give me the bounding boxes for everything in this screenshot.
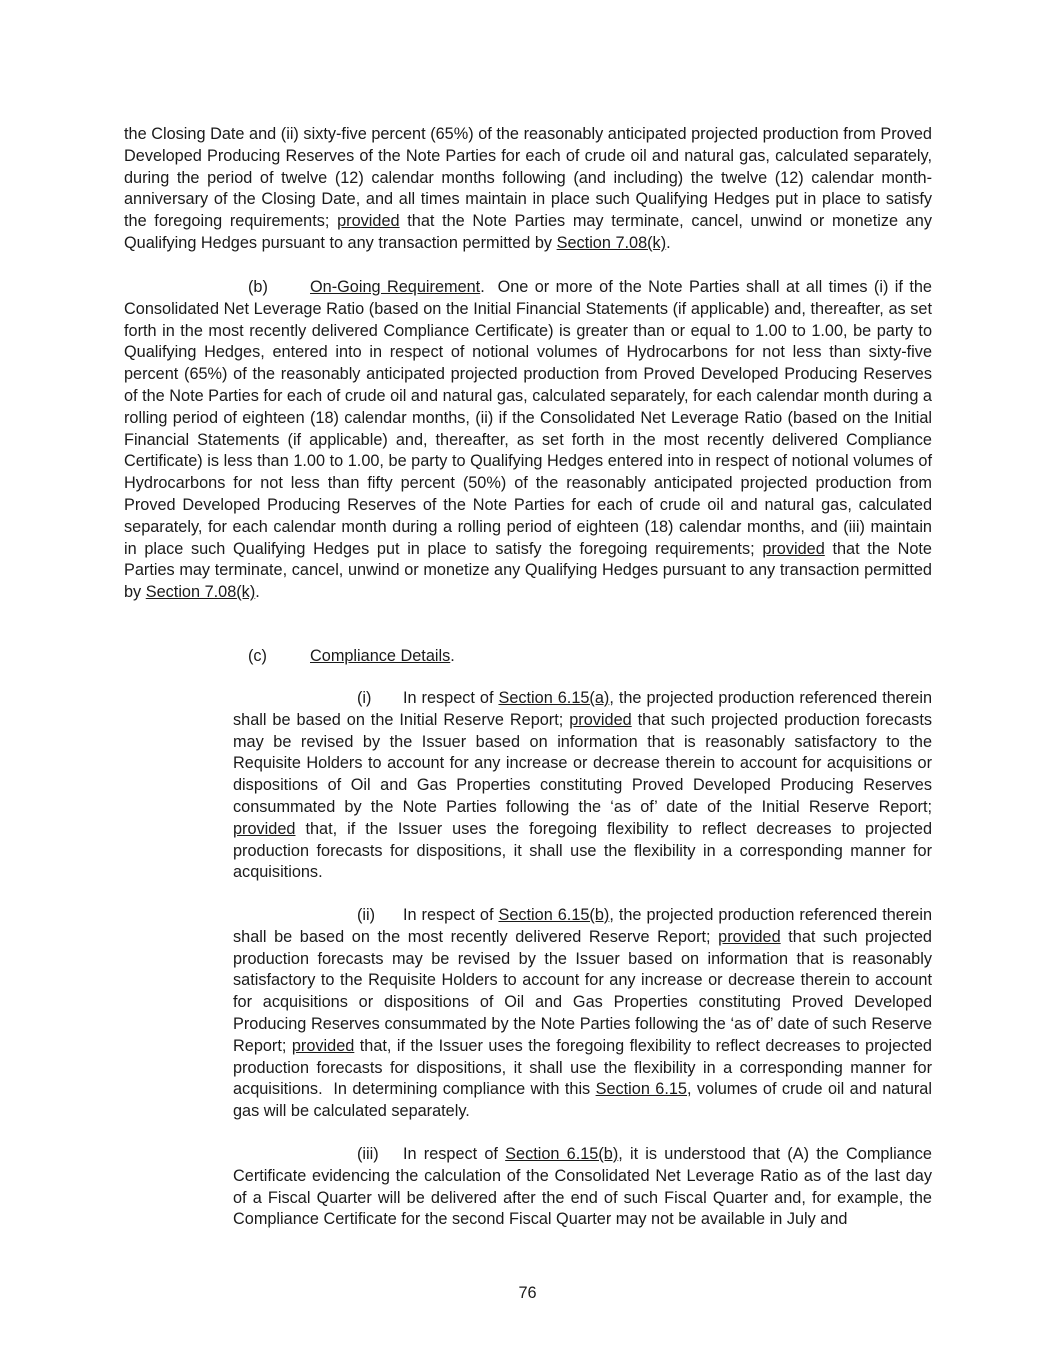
provided-term: provided <box>718 927 781 946</box>
section-b-heading: On-Going Requirement <box>310 278 481 296</box>
section-b-paragraph <box>124 277 932 604</box>
section-reference: Section 6.15(b) <box>498 906 610 924</box>
paragraph-text: that, if the Issuer uses the foregoing flexibility to reflect decreases to projected production forecasts for dispositions, it shall use the flexibility in a corresponding manner for acquisitions. In determining compliance with this <box>233 1036 937 1099</box>
paragraph-text: One or more of the Note Parties shall at all times (i) if the Consolidated Net Leverage Ratio (based on the Initial Financial Statements (if applicable) and, thereafter, as set forth in the most recently delivered Compliance Certificate) is greater than or equal to 1.00 to 1.00, be party to Qualifying Hedges, entered into in respect of notional volumes of Hydrocarbons for not less than sixty-five percent (65%) of the reasonably anticipated projected production from Proved Developed Producing Reserves of the Note Parties for each of crude oil and natural gas, calculated separately, for each calendar month during a rolling period of eighteen (18) calendar months, (ii) if the Consolidated Net Leverage Ratio (based on the Initial Financial Statements (if applicable) and, thereafter, as set forth in the most recently delivered Compliance Certificate) is less than 1.00 to 1.00, be party to Qualifying Hedges entered into in respect of notional volumes of Hydrocarbons for not less than fifty percent (50%) of the reasonably anticipated projected production from Proved Developed Producing Reserves of the Note Parties for each of crude oil and natural gas, calculated separately, for each calendar month during a rolling period of eighteen (18) calendar months, and (iii) maintain in place such Qualifying Hedges put in place to satisfy the foregoing requirements; <box>124 278 932 558</box>
section-reference: Section 6.15(b) <box>505 1145 619 1163</box>
paragraph-text: In respect of <box>403 1145 506 1163</box>
provided-term: provided <box>291 1036 355 1055</box>
paragraph-text: that the Note Parties may terminate, cancel, unwind or monetize any Qualifying Hedges pursuant to any transaction permitted by <box>124 212 933 252</box>
section-c-marker: (c) <box>248 647 267 665</box>
item-iii-paragraph <box>233 1144 932 1231</box>
paragraph-text: . <box>666 233 671 252</box>
item-i-paragraph <box>233 688 932 884</box>
paragraph-text: . <box>450 647 455 665</box>
section-reference: Section 6.15(a) <box>498 689 610 707</box>
provided-term: provided <box>762 539 825 558</box>
paragraph-text: the Closing Date and (ii) sixty-five percent (65%) of the reasonably anticipated projected production from Proved Developed Producing Reserves of the Note Parties for each of crude oil and natural gas, calculated separately, during the period of twelve (12) calendar months following (and including) the twelve (12) calendar month-anniversary of the Closing Date, and all times maintain in place such Qualifying Hedges put in place to satisfy the foregoing requirements; <box>124 125 932 231</box>
item-ii-paragraph <box>233 905 937 1123</box>
paragraph-text: that such projected production forecasts may be revised by the Issuer based on information that is reasonably satisfactory to the Requisite Holders to account for any increase or decrease therein to account for acquisitions or dispositions of Oil and Gas Properties constituting Proved Developed Producing Reserves consummated by the Note Parties following the ‘as of’ date of such Reserve Report; <box>233 927 932 1055</box>
paragraph-text: In respect of <box>403 906 499 924</box>
section-reference: Section 7.08(k) <box>556 233 667 252</box>
provided-term: provided <box>337 212 400 231</box>
paragraph-text: In respect of <box>403 689 499 707</box>
paragraph-text: . <box>480 278 498 296</box>
item-iii-marker: (iii) <box>357 1145 379 1163</box>
item-ii-marker: (ii) <box>357 906 376 924</box>
paragraph-text: that such projected production forecasts may be revised by the Issuer based on information that is reasonably satisfactory to the Requisite Holders to account for any increase or decrease therein to account for acquisitions or dispositions of Oil and Gas Properties constituting Proved Developed Producing Reserves consummated by the Note Parties following the ‘as of’ date of the Initial Reserve Report; <box>233 710 932 816</box>
section-b-marker: (b) <box>248 278 268 296</box>
paragraph-text: , the projected production referenced therein shall be based on the Initial Reserve Report; <box>233 689 932 729</box>
section-c-heading-line <box>248 646 455 668</box>
paragraph-text: . <box>255 583 260 602</box>
page-number: 76 <box>518 1284 537 1302</box>
paragraph-text: , it is understood that (A) the Compliance Certificate evidencing the calculation of the Consolidated Net Leverage Ratio as of the last day of a Fiscal Quarter will be delivered after the end of such Fiscal Quarter and, for example, the Compliance Certificate for the second Fiscal Quarter may not be available in July and <box>233 1145 932 1229</box>
paragraph-a-continued <box>124 124 932 255</box>
paragraph-text: , volumes of crude oil and natural gas will be calculated separately. <box>233 1080 932 1121</box>
paragraph-text: that the Note Parties may terminate, cancel, unwind or monetize any Qualifying Hedges pursuant to any transaction permitted by <box>124 539 932 602</box>
item-i-marker: (i) <box>357 689 372 707</box>
section-reference: Section 7.08(k) <box>145 583 256 602</box>
paragraph-text: that, if the Issuer uses the foregoing flexibility to reflect decreases to projected production forecasts for dispositions, it shall use the flexibility in a corresponding manner for acquisitions. <box>233 819 932 882</box>
section-reference: Section 6.15 <box>595 1080 687 1099</box>
provided-term: provided <box>233 819 296 838</box>
section-c-heading: Compliance Details <box>310 647 451 665</box>
paragraph-text: , the projected production referenced therein shall be based on the most recently delivered Reserve Report; <box>233 906 932 946</box>
provided-term: provided <box>569 710 632 729</box>
